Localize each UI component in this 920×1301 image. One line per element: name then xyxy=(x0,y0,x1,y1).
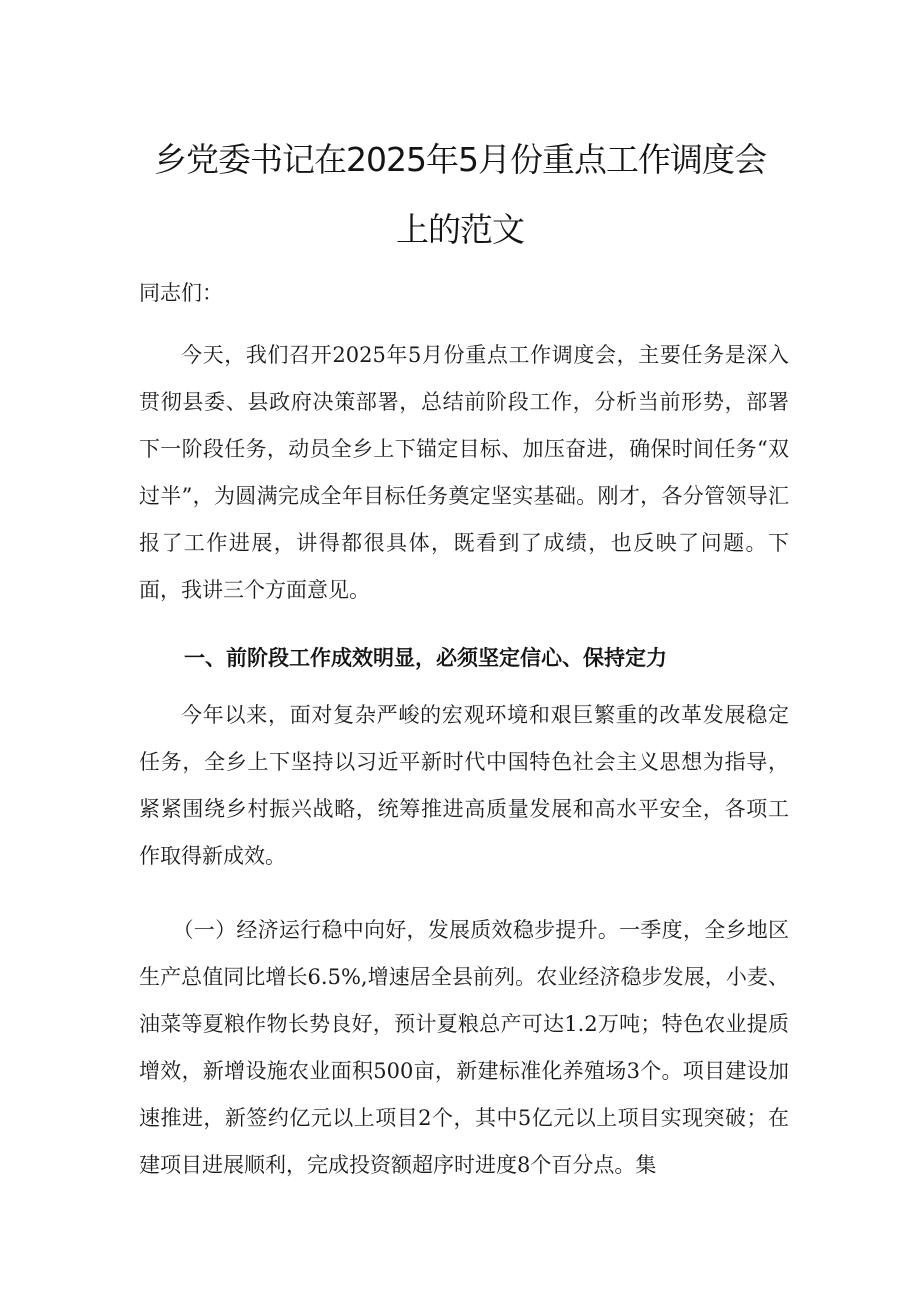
paragraph-opening: 今天，我们召开2025年5月份重点工作调度会，主要任务是深入贯彻县委、县政府决策部署，总结前阶段工作，分析当前形势，部署下一阶段任务，动员全乡上下锚定目标、加压奋进，确保时间任务“双过半”，为圆满完成全年目标任务奠定坚实基础。刚才，各分管领导汇报了工作进展，讲得都很具体，既看到了成绩，也反映了问题。下面，我讲三个方面意见。 xyxy=(139,343,789,602)
paragraph-economy: （一）经济运行稳中向好，发展质效稳步提升。一季度，全乡地区生产总值同比增长6.5%,增速居全县前列。农业经济稳步发展，小麦、油菜等夏粮作物长势良好，预计夏粮总产可达1.2万吨；特色农业提质增效，新增设施农业面积500亩，新建标准化养殖场3个。项目建设加速推进，新签约亿元以上项目2个，其中5亿元以上项目实现突破；在建项目进展顺利，完成投资额超序时进度8个百分点。集 xyxy=(139,918,789,1177)
document-title-line-1: 乡党委书记在2025年5月份重点工作调度会 xyxy=(154,140,766,179)
paragraph-achievements: 今年以来，面对复杂严峻的宏观环境和艰巨繁重的改革发展稳定任务，全乡上下坚持以习近平新时代中国特色社会主义思想为指导，紧紧围绕乡村振兴战略，统筹推进高质量发展和高水平安全，各项工作取得新成效。 xyxy=(139,703,789,868)
greeting: 同志们： xyxy=(139,281,223,305)
section-heading-1: 一、前阶段工作成效明显，必须坚定信心、保持定力 xyxy=(184,646,667,670)
document-title-line-2: 上的范文 xyxy=(396,210,524,249)
